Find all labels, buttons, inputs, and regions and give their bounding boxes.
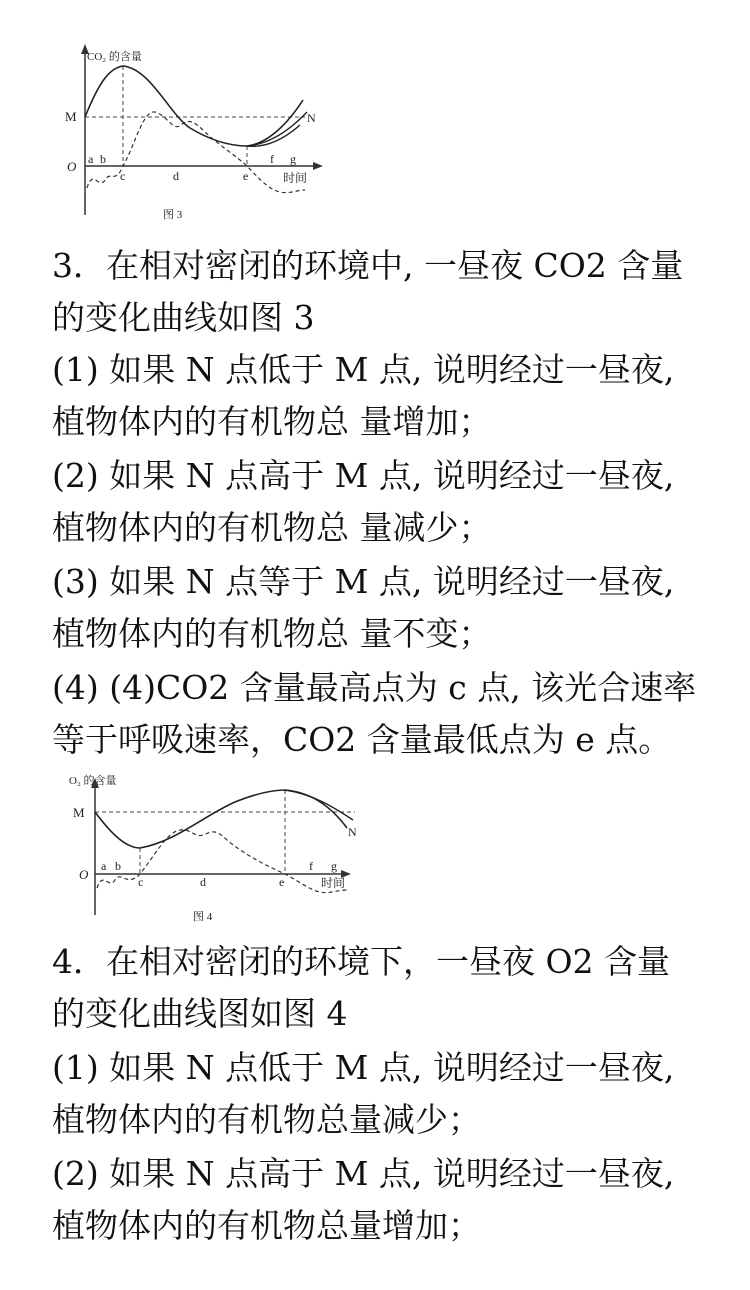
section3-line-2: 的变化曲线如图 3: [52, 298, 315, 337]
figure-4-caption: 图 4: [193, 911, 213, 923]
section4-line-3: (1) 如果 N 点低于 M 点, 说明经过一昼夜,: [52, 1048, 675, 1087]
section3-line-4: 植物体内的有机物总 量增加；: [52, 402, 492, 441]
label-b: b: [100, 152, 106, 166]
y-axis-label: CO₂ 的含量: [87, 51, 142, 63]
section3-line-5: (2) 如果 N 点高于 M 点, 说明经过一昼夜,: [52, 456, 675, 495]
label-o: O: [79, 867, 89, 882]
label-d: d: [200, 875, 206, 889]
label-f: f: [270, 152, 274, 166]
x-axis-arrow: [313, 162, 323, 170]
label-a: a: [88, 152, 94, 166]
co2-curve-branch-low: [247, 125, 300, 146]
x-axis-label: 时间: [283, 171, 308, 185]
section4-line-6: 植物体内的有机物总量增加；: [52, 1206, 481, 1245]
section3-line-1: 3．在相对密闭的环境中, 一昼夜 CO2 含量: [52, 246, 684, 285]
section3-line-3: (1) 如果 N 点低于 M 点, 说明经过一昼夜,: [52, 350, 675, 389]
label-m: M: [73, 805, 85, 820]
section3-line-9: (4) (4)CO2 含量最高点为 c 点, 该光合速率: [52, 668, 697, 707]
section3-line-10: 等于呼吸速率，CO2 含量最低点为 e 点。: [52, 720, 672, 759]
o2-curve-branch-high: [285, 790, 353, 820]
co2-curve: [85, 66, 303, 146]
x-axis-label: 时间: [321, 876, 346, 890]
label-g: g: [331, 859, 337, 873]
figure-3-diagram: [55, 40, 345, 235]
label-f: f: [309, 859, 313, 873]
label-d: d: [173, 169, 179, 183]
label-n: N: [348, 825, 357, 839]
section4-line-1: 4．在相对密闭的环境下，一昼夜 O2 含量: [52, 942, 671, 981]
section3-line-7: (3) 如果 N 点等于 M 点, 说明经过一昼夜,: [52, 562, 675, 601]
label-n: N: [307, 111, 316, 125]
section4-line-4: 植物体内的有机物总量减少；: [52, 1100, 481, 1139]
y-axis-label: O₂ 的含量: [69, 775, 117, 787]
section4-line-5: (2) 如果 N 点高于 M 点, 说明经过一昼夜,: [52, 1154, 675, 1193]
section3-line-6: 植物体内的有机物总 量减少；: [52, 508, 492, 547]
o2-curve: [95, 790, 347, 848]
label-e: e: [279, 875, 285, 889]
label-g: g: [290, 152, 296, 166]
label-e: e: [243, 169, 249, 183]
label-m: M: [65, 109, 77, 124]
label-a: a: [101, 859, 107, 873]
section4-line-2: 的变化曲线图如图 4: [52, 994, 348, 1033]
section3-line-8: 植物体内的有机物总 量不变；: [52, 614, 492, 653]
figure-3-caption: 图 3: [163, 209, 183, 221]
figure-4: [55, 770, 375, 930]
label-b: b: [115, 859, 121, 873]
label-c: c: [138, 875, 144, 889]
figure-3: [55, 40, 345, 235]
label-o: O: [67, 159, 77, 174]
figure-4-diagram: [55, 770, 375, 930]
label-c: c: [120, 169, 126, 183]
